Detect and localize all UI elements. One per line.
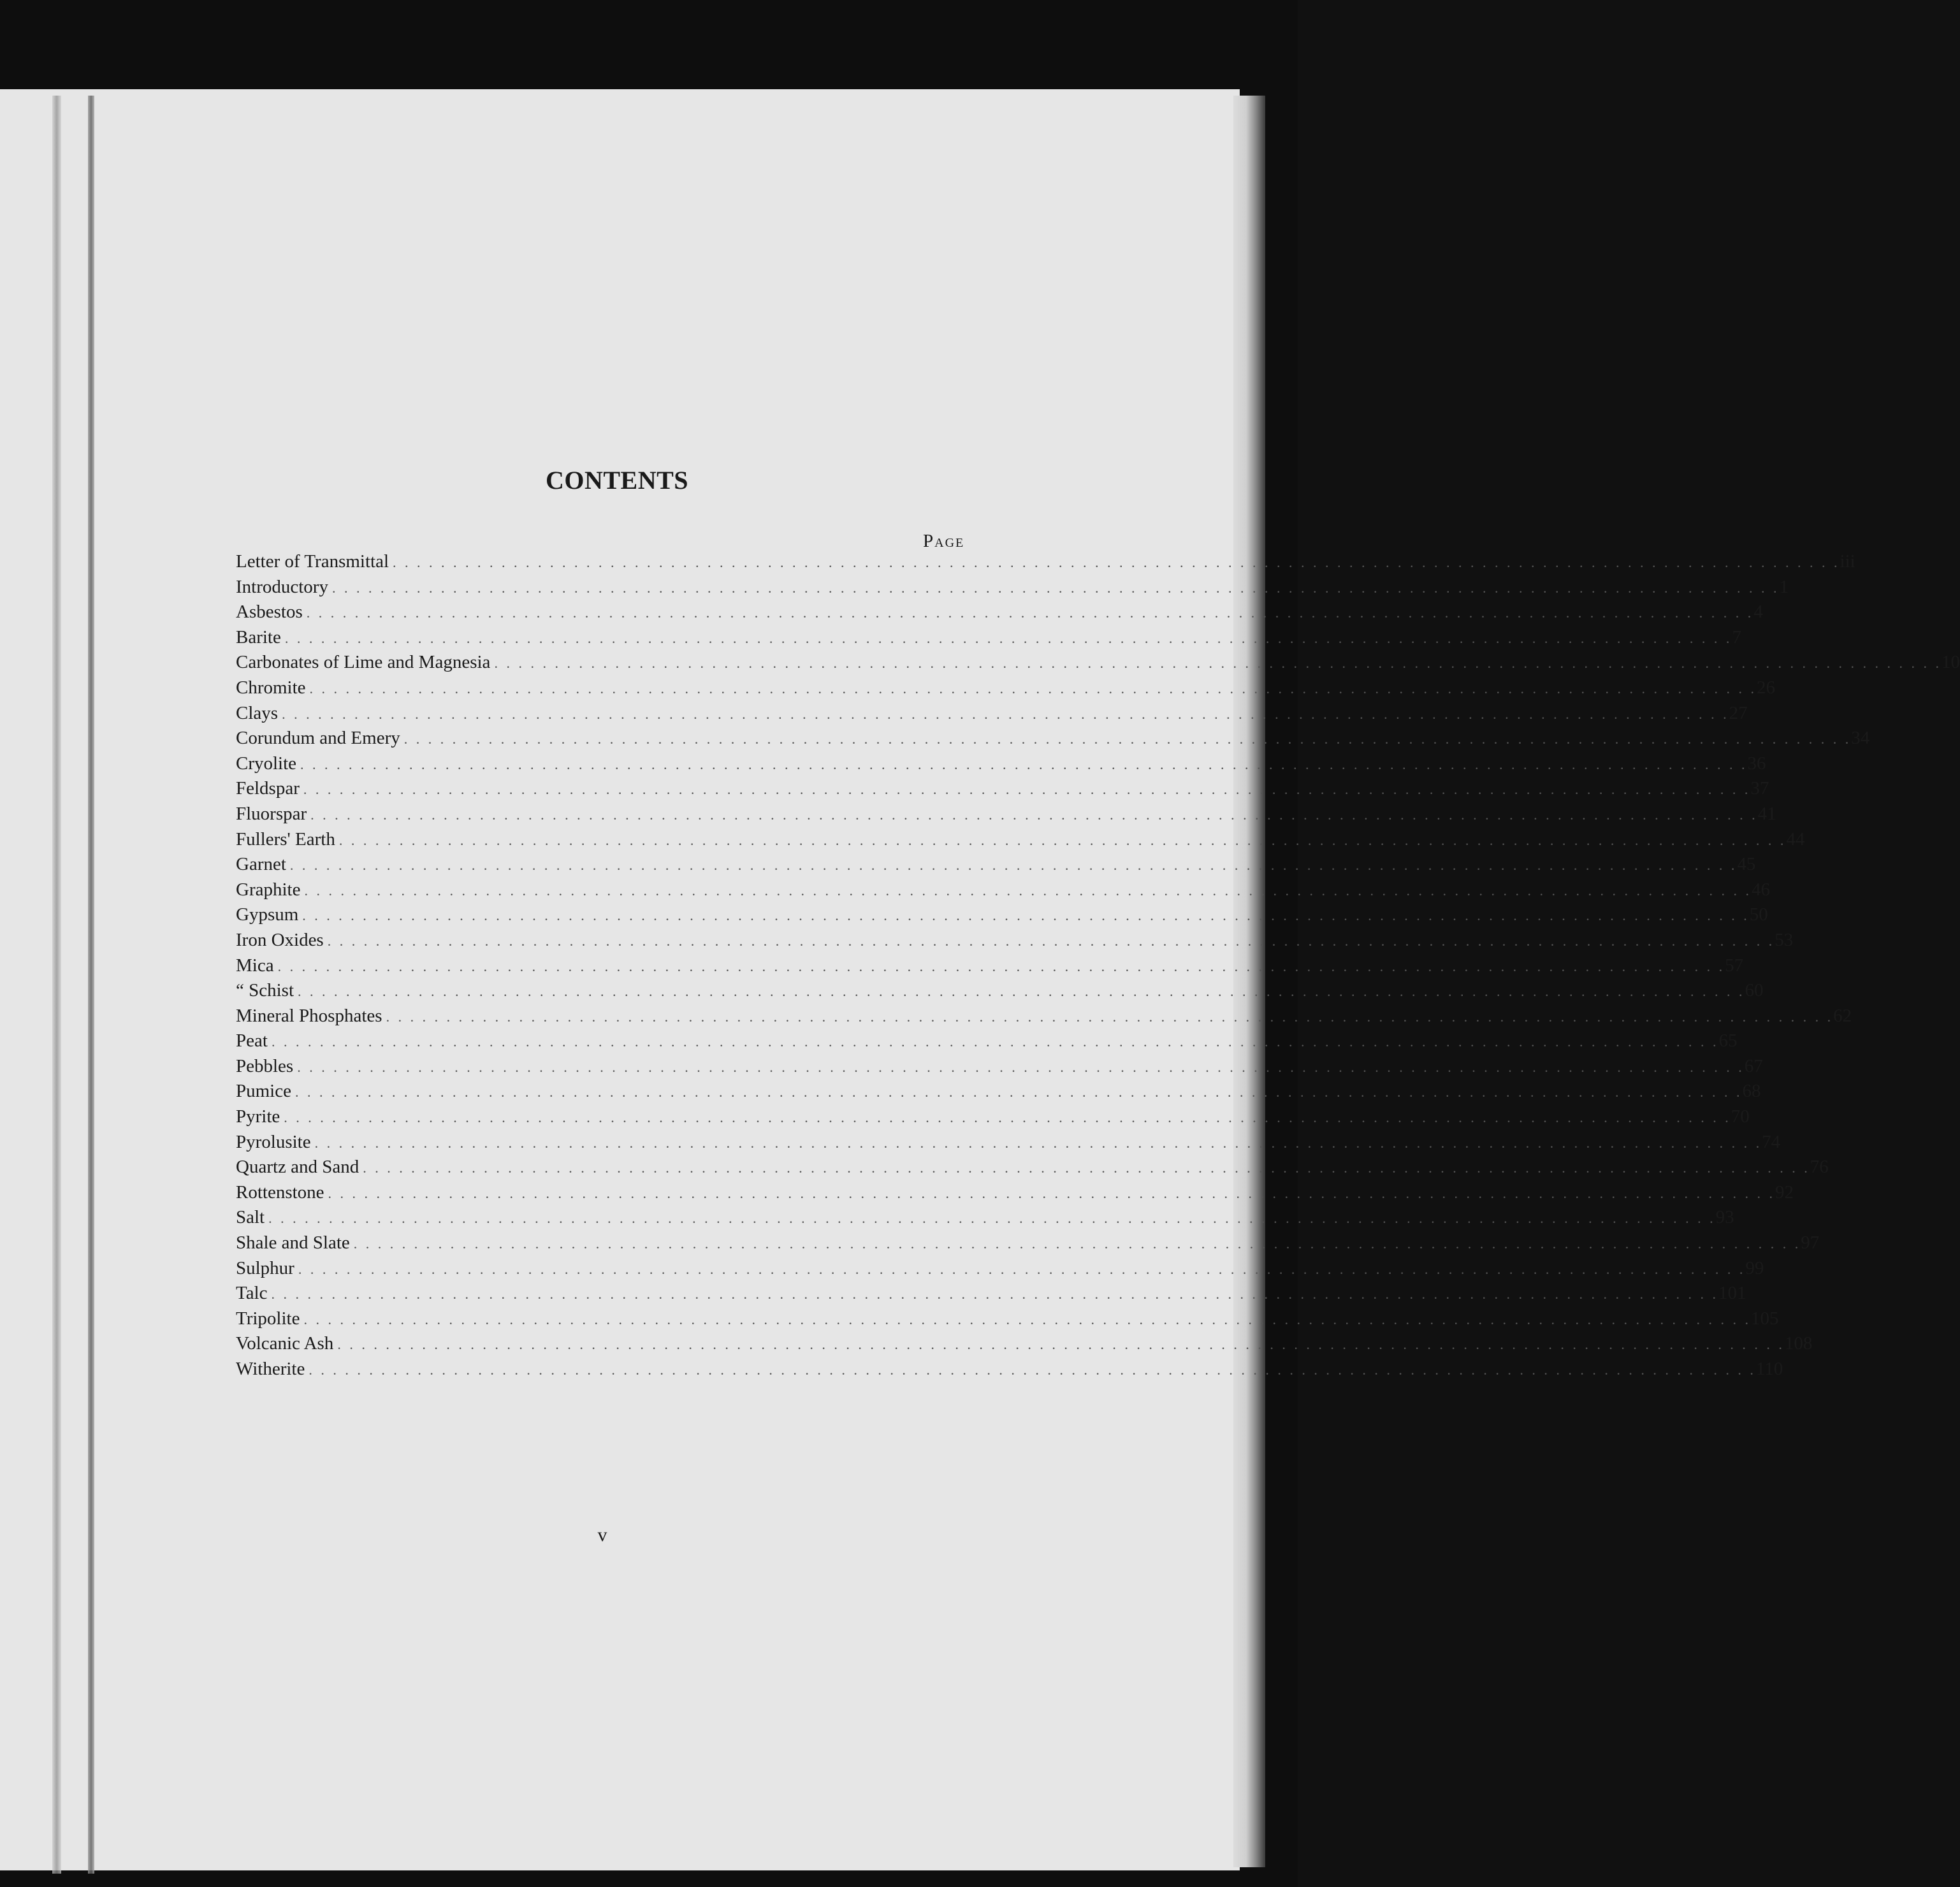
toc-entry-page: 45: [1737, 854, 1756, 875]
toc-entry-title: Shale and Slate: [236, 1233, 350, 1254]
toc-entry-page: 26: [1757, 677, 1776, 698]
toc-dot-leader: . . . . . . . . . . . . . . . . . . . . . . . . . . . . . . . . . . . . . . . . . . . . . . . . . . . . . . . . . . . . . . . . . . . . . . . . . . . . . . . . . . . . . . . . . . . . . . . . . . . . . . . . . . . . . . . . . . . . . . . .: [353, 1236, 1801, 1252]
toc-dot-leader: . . . . . . . . . . . . . . . . . . . . . . . . . . . . . . . . . . . . . . . . . . . . . . . . . . . . . . . . . . . . . . . . . . . . . . . . . . . . . . . . . . . . . . . . . . . . . . . . . . . . . . . . . . . . . . . . . . . . . . . .: [304, 882, 1752, 899]
toc-entry-page: 67: [1744, 1055, 1763, 1076]
table-of-contents: [236, 549, 1960, 1382]
toc-entry-page: 97: [1801, 1233, 1820, 1254]
toc-entry-title: Introductory: [236, 576, 328, 597]
toc-entry-title: Letter of Transmittal: [236, 551, 389, 572]
toc-dot-leader: . . . . . . . . . . . . . . . . . . . . . . . . . . . . . . . . . . . . . . . . . . . . . . . . . . . . . . . . . . . . . . . . . . . . . . . . . . . . . . . . . . . . . . . . . . . . . . . . . . . . . . . . . . . . . . . . . . . . . . . .: [300, 756, 1748, 772]
toc-dot-leader: . . . . . . . . . . . . . . . . . . . . . . . . . . . . . . . . . . . . . . . . . . . . . . . . . . . . . . . . . . . . . . . . . . . . . . . . . . . . . . . . . . . . . . . . . . . . . . . . . . . . . . . . . . . . . . . . . . . . . . . .: [363, 1160, 1810, 1176]
toc-entry-page: 60: [1745, 980, 1764, 1001]
page-title: CONTENTS: [545, 466, 689, 495]
toc-entry-title: Mineral Phosphates: [236, 1005, 382, 1026]
toc-dot-leader: . . . . . . . . . . . . . . . . . . . . . . . . . . . . . . . . . . . . . . . . . . . . . . . . . . . . . . . . . . . . . . . . . . . . . . . . . . . . . . . . . . . . . . . . . . . . . . . . . . . . . . . . . . . . . . . . . . . . . . . .: [386, 1008, 1834, 1025]
toc-entry-title: Iron Oxides: [236, 929, 324, 950]
toc-entry-page: 37: [1750, 778, 1769, 799]
toc-entry: [236, 1180, 1794, 1206]
toc-entry: [236, 902, 1768, 928]
toc-entry: [236, 676, 1776, 701]
page-number: v: [597, 1524, 607, 1545]
toc-entry: [236, 1205, 1734, 1231]
toc-entry: [236, 802, 1776, 827]
toc-entry-title: Gypsum: [236, 904, 299, 925]
toc-entry-title: Asbestos: [236, 602, 303, 623]
toc-entry-page: 74: [1762, 1131, 1781, 1152]
toc-entry: [236, 978, 1764, 1004]
toc-entry-page: 105: [1750, 1308, 1779, 1329]
toc-entry: [236, 575, 1789, 600]
toc-dot-leader: . . . . . . . . . . . . . . . . . . . . . . . . . . . . . . . . . . . . . . . . . . . . . . . . . . . . . . . . . . . . . . . . . . . . . . . . . . . . . . . . . . . . . . . . . . . . . . . . . . . . . . . . . . . . . . . . . . . . . . . .: [331, 579, 1780, 596]
toc-entry: [236, 1155, 1829, 1180]
toc-entry-page: 108: [1784, 1333, 1813, 1354]
toc-entry-title: Pumice: [236, 1081, 291, 1102]
toc-entry: [236, 1231, 1820, 1256]
toc-dot-leader: . . . . . . . . . . . . . . . . . . . . . . . . . . . . . . . . . . . . . . . . . . . . . . . . . . . . . . . . . . . . . . . . . . . . . . . . . . . . . . . . . . . . . . . . . . . . . . . . . . . . . . . . . . . . . . . . . . . . . . . .: [271, 1034, 1719, 1050]
toc-entry: [236, 701, 1748, 727]
toc-entry-title: Graphite: [236, 879, 301, 900]
toc-entry: [236, 953, 1744, 979]
toc-entry-page: 44: [1786, 828, 1805, 850]
toc-entry-title: Carbonates of Lime and Magnesia: [236, 652, 491, 673]
toc-entry-title: Sulphur: [236, 1257, 294, 1278]
toc-entry-page: 4: [1753, 602, 1763, 623]
toc-entry: [236, 1281, 1746, 1306]
toc-entry-page: 76: [1810, 1157, 1829, 1178]
toc-entry-title: Corundum and Emery: [236, 728, 400, 749]
toc-entry: [236, 1357, 1783, 1382]
toc-entry: [236, 549, 1855, 575]
toc-entry-title: “ Schist: [236, 980, 294, 1001]
toc-dot-leader: . . . . . . . . . . . . . . . . . . . . . . . . . . . . . . . . . . . . . . . . . . . . . . . . . . . . . . . . . . . . . . . . . . . . . . . . . . . . . . . . . . . . . . . . . . . . . . . . . . . . . . . . . . . . . . . . . . . . . . . .: [393, 554, 1840, 570]
toc-entry-title: Pebbles: [236, 1055, 294, 1076]
toc-entry-title: Quartz and Sand: [236, 1157, 359, 1178]
toc-entry: [236, 852, 1756, 878]
toc-dot-leader: . . . . . . . . . . . . . . . . . . . . . . . . . . . . . . . . . . . . . . . . . . . . . . . . . . . . . . . . . . . . . . . . . . . . . . . . . . . . . . . . . . . . . . . . . . . . . . . . . . . . . . . . . . . . . . . . . . . . . . . .: [268, 1210, 1716, 1227]
toc-entry-page: 92: [1775, 1182, 1794, 1203]
page-column-heading: Page: [923, 531, 965, 551]
toc-dot-leader: . . . . . . . . . . . . . . . . . . . . . . . . . . . . . . . . . . . . . . . . . . . . . . . . . . . . . . . . . . . . . . . . . . . . . . . . . . . . . . . . . . . . . . . . . . . . . . . . . . . . . . . . . . . . . . . . . . . . . . . .: [310, 806, 1758, 823]
toc-entry-title: Fullers' Earth: [236, 828, 335, 850]
toc-entry: [236, 1256, 1764, 1282]
toc-entry-title: Cryolite: [236, 753, 297, 774]
toc-dot-leader: . . . . . . . . . . . . . . . . . . . . . . . . . . . . . . . . . . . . . . . . . . . . . . . . . . . . . . . . . . . . . . . . . . . . . . . . . . . . . . . . . . . . . . . . . . . . . . . . . . . . . . . . . . . . . . . . . . . . . . . .: [494, 655, 1942, 672]
toc-entry: [236, 776, 1769, 802]
toc-entry: [236, 1004, 1852, 1029]
toc-dot-leader: . . . . . . . . . . . . . . . . . . . . . . . . . . . . . . . . . . . . . . . . . . . . . . . . . . . . . . . . . . . . . . . . . . . . . . . . . . . . . . . . . . . . . . . . . . . . . . . . . . . . . . . . . . . . . . . . . . . . . . . .: [302, 907, 1750, 924]
toc-entry-title: Salt: [236, 1207, 265, 1228]
toc-entry-page: 27: [1729, 702, 1748, 723]
toc-entry: [236, 751, 1766, 777]
toc-entry-page: 41: [1757, 803, 1776, 824]
toc-dot-leader: . . . . . . . . . . . . . . . . . . . . . . . . . . . . . . . . . . . . . . . . . . . . . . . . . . . . . . . . . . . . . . . . . . . . . . . . . . . . . . . . . . . . . . . . . . . . . . . . . . . . . . . . . . . . . . . . . . . . . . . .: [337, 1336, 1785, 1353]
toc-dot-leader: . . . . . . . . . . . . . . . . . . . . . . . . . . . . . . . . . . . . . . . . . . . . . . . . . . . . . . . . . . . . . . . . . . . . . . . . . . . . . . . . . . . . . . . . . . . . . . . . . . . . . . . . . . . . . . . . . . . . . . . .: [289, 857, 1738, 874]
toc-entry-page: 68: [1742, 1081, 1761, 1102]
toc-entry: [236, 1079, 1761, 1104]
toc-entry-page: 1: [1779, 576, 1789, 597]
toc-entry-page: 70: [1731, 1106, 1750, 1127]
toc-dot-leader: . . . . . . . . . . . . . . . . . . . . . . . . . . . . . . . . . . . . . . . . . . . . . . . . . . . . . . . . . . . . . . . . . . . . . . . . . . . . . . . . . . . . . . . . . . . . . . . . . . . . . . . . . . . . . . . . . . . . . . . .: [314, 1134, 1762, 1151]
toc-entry-page: 36: [1747, 753, 1766, 774]
gutter-shadow: [52, 96, 61, 1874]
toc-entry-title: Peat: [236, 1030, 268, 1052]
toc-entry-title: Fluorspar: [236, 803, 307, 824]
toc-entry-title: Feldspar: [236, 778, 300, 799]
toc-dot-leader: . . . . . . . . . . . . . . . . . . . . . . . . . . . . . . . . . . . . . . . . . . . . . . . . . . . . . . . . . . . . . . . . . . . . . . . . . . . . . . . . . . . . . . . . . . . . . . . . . . . . . . . . . . . . . . . . . . . . . . . .: [309, 1362, 1756, 1378]
toc-entry: [236, 1029, 1738, 1054]
toc-dot-leader: . . . . . . . . . . . . . . . . . . . . . . . . . . . . . . . . . . . . . . . . . . . . . . . . . . . . . . . . . . . . . . . . . . . . . . . . . . . . . . . . . . . . . . . . . . . . . . . . . . . . . . . . . . . . . . . . . . . . . . . .: [309, 680, 1757, 697]
toc-dot-leader: . . . . . . . . . . . . . . . . . . . . . . . . . . . . . . . . . . . . . . . . . . . . . . . . . . . . . . . . . . . . . . . . . . . . . . . . . . . . . . . . . . . . . . . . . . . . . . . . . . . . . . . . . . . . . . . . . . . . . . . .: [303, 781, 1751, 798]
toc-dot-leader: . . . . . . . . . . . . . . . . . . . . . . . . . . . . . . . . . . . . . . . . . . . . . . . . . . . . . . . . . . . . . . . . . . . . . . . . . . . . . . . . . . . . . . . . . . . . . . . . . . . . . . . . . . . . . . . . . . . . . . . .: [277, 958, 1725, 974]
toc-entry-title: Chromite: [236, 677, 306, 698]
toc-entry-title: Pyrolusite: [236, 1131, 311, 1152]
toc-entry: [236, 1331, 1813, 1357]
toc-dot-leader: . . . . . . . . . . . . . . . . . . . . . . . . . . . . . . . . . . . . . . . . . . . . . . . . . . . . . . . . . . . . . . . . . . . . . . . . . . . . . . . . . . . . . . . . . . . . . . . . . . . . . . . . . . . . . . . . . . . . . . . .: [303, 1311, 1751, 1327]
toc-entry-page: 57: [1725, 955, 1744, 976]
toc-dot-leader: . . . . . . . . . . . . . . . . . . . . . . . . . . . . . . . . . . . . . . . . . . . . . . . . . . . . . . . . . . . . . . . . . . . . . . . . . . . . . . . . . . . . . . . . . . . . . . . . . . . . . . . . . . . . . . . . . . . . . . . .: [327, 932, 1775, 949]
toc-entry-page: 46: [1751, 879, 1770, 900]
toc-entry-page: 62: [1833, 1005, 1852, 1026]
toc-entry: [236, 726, 1870, 751]
toc-entry: [236, 650, 1960, 676]
toc-dot-leader: . . . . . . . . . . . . . . . . . . . . . . . . . . . . . . . . . . . . . . . . . . . . . . . . . . . . . . . . . . . . . . . . . . . . . . . . . . . . . . . . . . . . . . . . . . . . . . . . . . . . . . . . . . . . . . . . . . . . . . . .: [338, 832, 1787, 848]
toc-entry-title: Witherite: [236, 1359, 305, 1379]
toc-entry-title: Talc: [236, 1283, 268, 1304]
toc-entry-page: 110: [1755, 1359, 1783, 1379]
toc-dot-leader: . . . . . . . . . . . . . . . . . . . . . . . . . . . . . . . . . . . . . . . . . . . . . . . . . . . . . . . . . . . . . . . . . . . . . . . . . . . . . . . . . . . . . . . . . . . . . . . . . . . . . . . . . . . . . . . . . . . . . . . .: [298, 1261, 1746, 1277]
toc-entry-title: Garnet: [236, 854, 286, 875]
toc-dot-leader: . . . . . . . . . . . . . . . . . . . . . . . . . . . . . . . . . . . . . . . . . . . . . . . . . . . . . . . . . . . . . . . . . . . . . . . . . . . . . . . . . . . . . . . . . . . . . . . . . . . . . . . . . . . . . . . . . . . . . . . .: [282, 705, 1729, 722]
toc-entry-page: 101: [1718, 1283, 1746, 1304]
toc-entry: [236, 1104, 1750, 1130]
toc-entry-title: Pyrite: [236, 1106, 280, 1127]
toc-entry-title: Tripolite: [236, 1308, 300, 1329]
toc-dot-leader: . . . . . . . . . . . . . . . . . . . . . . . . . . . . . . . . . . . . . . . . . . . . . . . . . . . . . . . . . . . . . . . . . . . . . . . . . . . . . . . . . . . . . . . . . . . . . . . . . . . . . . . . . . . . . . . . . . . . . . . .: [403, 731, 1852, 748]
toc-entry-page: 34: [1851, 728, 1870, 749]
toc-dot-leader: . . . . . . . . . . . . . . . . . . . . . . . . . . . . . . . . . . . . . . . . . . . . . . . . . . . . . . . . . . . . . . . . . . . . . . . . . . . . . . . . . . . . . . . . . . . . . . . . . . . . . . . . . . . . . . . . . . . . . . . .: [328, 1185, 1776, 1201]
toc-entry-title: Rottenstone: [236, 1182, 324, 1203]
toc-entry: [236, 928, 1794, 953]
toc-entry-page: 53: [1775, 929, 1794, 950]
toc-entry-title: Clays: [236, 702, 279, 723]
toc-entry: [236, 1130, 1781, 1155]
toc-entry-page: 65: [1718, 1030, 1738, 1052]
toc-dot-leader: . . . . . . . . . . . . . . . . . . . . . . . . . . . . . . . . . . . . . . . . . . . . . . . . . . . . . . . . . . . . . . . . . . . . . . . . . . . . . . . . . . . . . . . . . . . . . . . . . . . . . . . . . . . . . . . . . . . . . . . .: [295, 1084, 1743, 1101]
toc-entry-title: Mica: [236, 955, 274, 976]
toc-entry: [236, 827, 1805, 853]
toc-dot-leader: . . . . . . . . . . . . . . . . . . . . . . . . . . . . . . . . . . . . . . . . . . . . . . . . . . . . . . . . . . . . . . . . . . . . . . . . . . . . . . . . . . . . . . . . . . . . . . . . . . . . . . . . . . . . . . . . . . . . . . . .: [306, 605, 1754, 621]
toc-entry-page: 99: [1745, 1257, 1764, 1278]
toc-entry-page: 7: [1732, 626, 1741, 647]
toc-entry-title: Volcanic Ash: [236, 1333, 334, 1354]
toc-dot-leader: . . . . . . . . . . . . . . . . . . . . . . . . . . . . . . . . . . . . . . . . . . . . . . . . . . . . . . . . . . . . . . . . . . . . . . . . . . . . . . . . . . . . . . . . . . . . . . . . . . . . . . . . . . . . . . . . . . . . . . . .: [271, 1286, 1718, 1303]
toc-entry-page: 10: [1941, 652, 1960, 673]
gutter-fold-line: [88, 96, 94, 1874]
toc-entry: [236, 1054, 1763, 1080]
toc-entry-page: 50: [1749, 904, 1768, 925]
toc-dot-leader: . . . . . . . . . . . . . . . . . . . . . . . . . . . . . . . . . . . . . . . . . . . . . . . . . . . . . . . . . . . . . . . . . . . . . . . . . . . . . . . . . . . . . . . . . . . . . . . . . . . . . . . . . . . . . . . . . . . . . . . .: [297, 1059, 1745, 1075]
toc-entry: [236, 1306, 1779, 1332]
toc-entry-title: Barite: [236, 626, 281, 647]
toc-dot-leader: . . . . . . . . . . . . . . . . . . . . . . . . . . . . . . . . . . . . . . . . . . . . . . . . . . . . . . . . . . . . . . . . . . . . . . . . . . . . . . . . . . . . . . . . . . . . . . . . . . . . . . . . . . . . . . . . . . . . . . . .: [284, 630, 1732, 646]
toc-entry-page: 93: [1715, 1207, 1734, 1228]
toc-dot-leader: . . . . . . . . . . . . . . . . . . . . . . . . . . . . . . . . . . . . . . . . . . . . . . . . . . . . . . . . . . . . . . . . . . . . . . . . . . . . . . . . . . . . . . . . . . . . . . . . . . . . . . . . . . . . . . . . . . . . . . . .: [284, 1110, 1731, 1126]
toc-entry-page: iii: [1840, 551, 1855, 572]
toc-entry: [236, 878, 1770, 903]
toc-entry: [236, 600, 1763, 625]
toc-dot-leader: . . . . . . . . . . . . . . . . . . . . . . . . . . . . . . . . . . . . . . . . . . . . . . . . . . . . . . . . . . . . . . . . . . . . . . . . . . . . . . . . . . . . . . . . . . . . . . . . . . . . . . . . . . . . . . . . . . . . . . . .: [298, 983, 1745, 1000]
toc-entry: [236, 625, 1741, 651]
